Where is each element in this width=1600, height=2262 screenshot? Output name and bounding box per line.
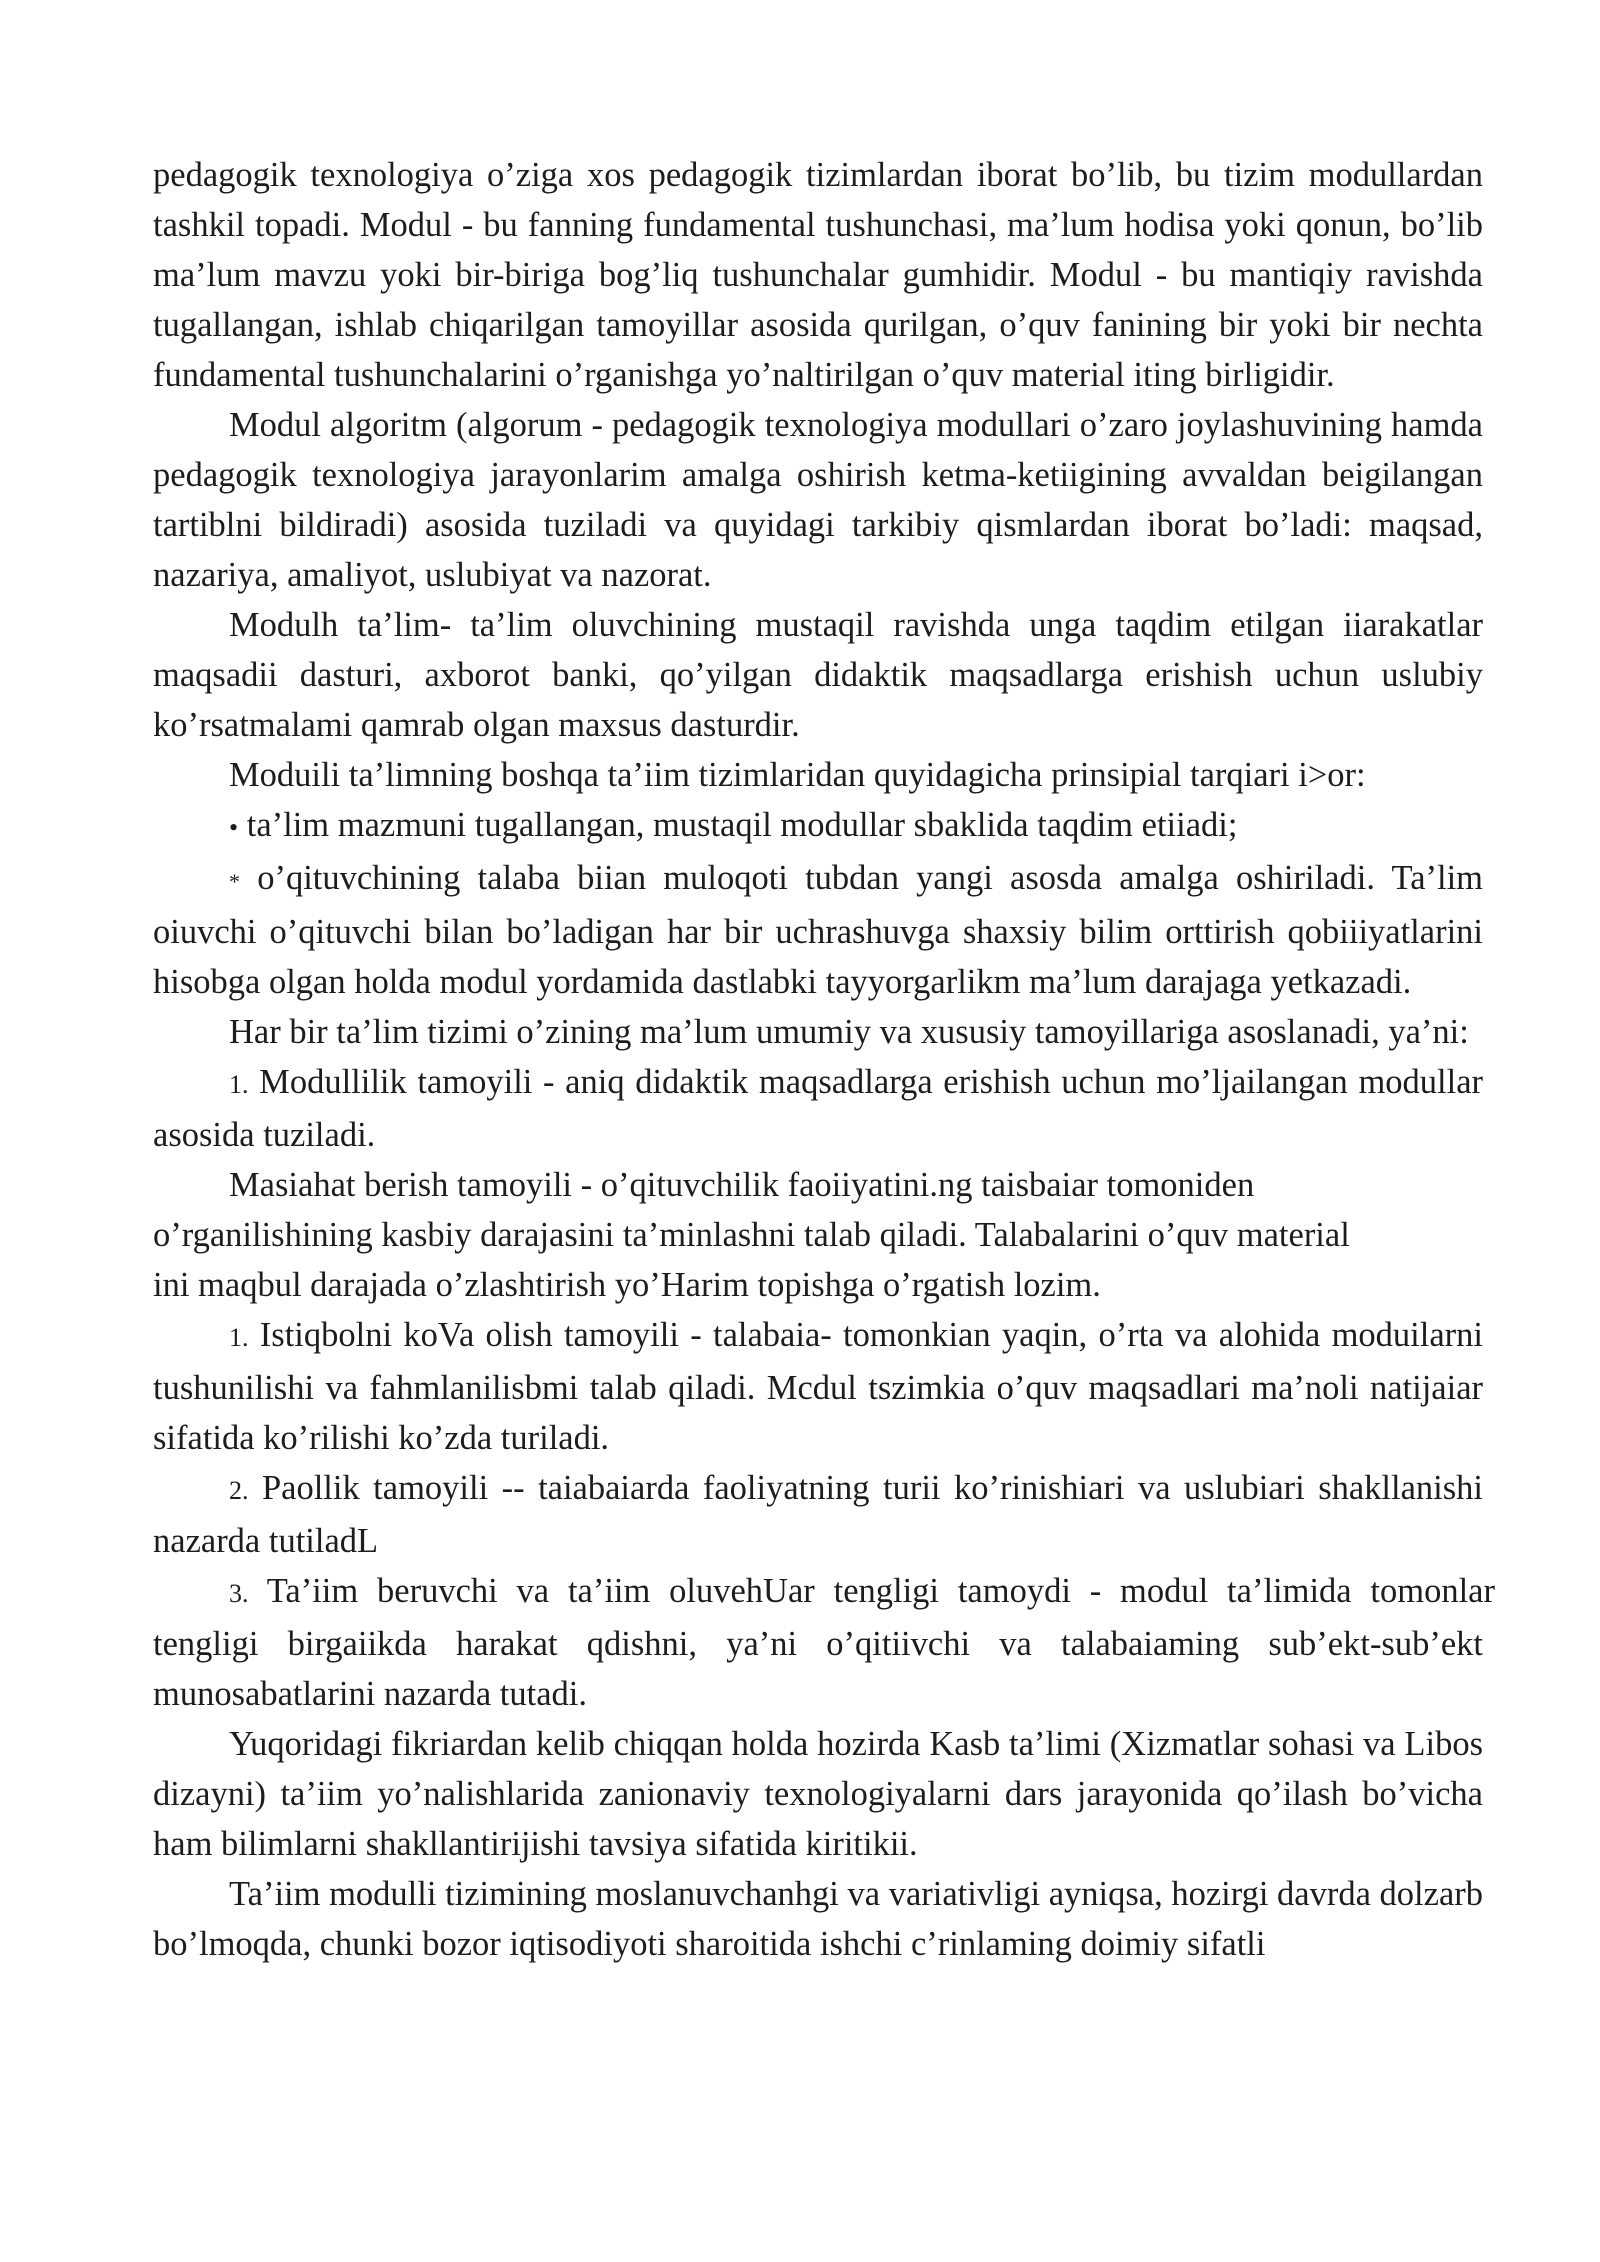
- item-text: Paollik tamoyili -- taiabaiarda faoliyatning turii ko’rinishiari va uslubiari shakllanishi nazarda tutiladL: [153, 1469, 1484, 1560]
- paragraph-advice-principle: [153, 1160, 1483, 1310]
- item-text-first-line: Ta’iim beruvchi va ta’iim oluvehUar tengligi tamoydi - modul ta’limida tomonlar: [266, 1572, 1495, 1610]
- paragraph-modular-learning: Modulh ta’lim- ta’lim oluvchining mustaqil ravishda unga taqdim etilgan iiarakatlar maqsadii dasturi, axborot banki, qo’yilgan didaktik maqsadlarga erishish uchun uslubiy ko’rsatmalami qamrab olgan maxsus dasturdir.: [153, 606, 1483, 744]
- item-number: 1.: [229, 1070, 249, 1099]
- paragraph-modular-definition: pedagogik texnologiya o’ziga xos pedagogik tizimlardan iborat bo’lib, bu tizim modullardan tashkil topadi. Modul - bu fanning fundamental tushunchasi, ma’lum hodisa yoki qonun, bo’lib ma’lum mavzu yoki bir-biriga bog’liq tushunchalar gumhidir. Modul - bu mantiqiy ravishda tugallangan, ishlab chiqarilgan tamoyillar asosida qurilgan, o’quv fanining bir yoki bir nechta fundamental tushunchalarini o’rganishga yo’naltirilgan o’quv material iting birligidir.: [153, 156, 1483, 394]
- item-text: tengligi birgaiikda harakat qdishni, ya’ni o’qitiivchi va talabaiaming sub’ekt-sub’ekt munosabatlarini nazarda tutadi.: [153, 1625, 1483, 1713]
- bullet-text: o’qituvchining talaba biian muloqoti tubdan yangi asosda amalga oshiriladi. Ta’lim oiuvchi o’qituvchi bilan bo’ladigan har bir uchrashuvga shaxsiy bilim orttirish qobiiiyatlarini hisobga olgan holda modul yordamida dastlabki tayyorgarlikm ma’lum darajaga yetkazadi.: [153, 859, 1484, 1001]
- item-number: 3.: [229, 1579, 249, 1608]
- numbered-item-activity: [153, 1463, 1483, 1566]
- item-text: Modullilik tamoyili - aniq didaktik maqsadlarga erishish uchun mo’ljailangan modullar asosida tuziladi.: [153, 1063, 1484, 1154]
- bullet-text: ta’lim mazmuni tugallangan, mustaqil modullar sbaklida taqdim etiiadi;: [246, 806, 1238, 844]
- advice-line: ini maqbul darajada o’zlashtirish yo’Harim topishga o’rgatish lozim.: [153, 1266, 1101, 1304]
- paragraph-conclusion: Yuqoridagi fikriardan kelib chiqqan holda hozirda Kasb ta’limi (Xizmatlar sohasi va Libos dizayni) ta’iim yo’nalishlarida zanionaviy texnologiyalarni dars jarayonida qo’ilash bo’vicha ham bilimlarni shakllantirijishi tavsiya sifatida kiritikii.: [153, 1725, 1483, 1863]
- item-number: 2.: [229, 1476, 249, 1505]
- paragraph-module-algorithm: Modul algoritm (algorum - pedagogik texnologiya modullari o’zaro joylashuvining hamda pedagogik texnologiya jarayonlarim amalga oshirish ketma-ketiigining avvaldan beigilangan tartiblni bildiradi) asosida tuziladi va quyidagi tarkibiy qismlardan iborat bo’ladi: maqsad, nazariya, amaliyot, uslubiyat va nazorat.: [153, 406, 1483, 594]
- advice-line: o’rganilishining kasbiy darajasini ta’minlashni talab qiladi. Talabalarini o’quv material: [153, 1216, 1350, 1254]
- document-body: [153, 150, 1495, 1969]
- item-number: 1.: [229, 1323, 249, 1352]
- paragraph-flexibility: Ta’iim modulli tizimining moslanuvchanhgi va variativligi ayniqsa, hozirgi davrda dolzarb bo’lmoqda, chunki bozor iqtisodiyoti sharoitida ishchi c’rinlaming doimiy sifatli: [153, 1875, 1483, 1963]
- bullet-item-teacher: [153, 853, 1483, 1007]
- numbered-item-modularity: [153, 1057, 1483, 1160]
- paragraph-differences-intro: Moduili ta’limning boshqa ta’iim tizimlaridan quyidagicha prinsipial tarqiari i>or:: [229, 756, 1366, 794]
- numbered-item-perspective: [153, 1310, 1483, 1463]
- numbered-item-equality: [153, 1566, 1495, 1719]
- advice-line: Masiahat berish tamoyili - o’qituvchilik faoiiyatini.ng taisbaiar tomoniden: [229, 1166, 1255, 1204]
- item-text: Istiqbolni koVa olish tamoyili - talabaia- tomonkian yaqin, o’rta va alohida moduilarni tushunilishi va fahmlanilisbmi talab qiladi. Mcdul tszimkia o’quv maqsadlari ma’noli natijaiar sifatida ko’rilishi ko’zda turiladi.: [153, 1316, 1483, 1457]
- bullet-marker: •: [229, 813, 239, 842]
- bullet-marker: *: [229, 869, 240, 894]
- paragraph-principles-intro: Har bir ta’lim tizimi o’zining ma’lum umumiy va xususiy tamoyillariga asoslanadi, ya’ni:: [229, 1013, 1469, 1051]
- bullet-item-content: [153, 800, 1483, 853]
- item-first-line: [229, 1572, 1495, 1610]
